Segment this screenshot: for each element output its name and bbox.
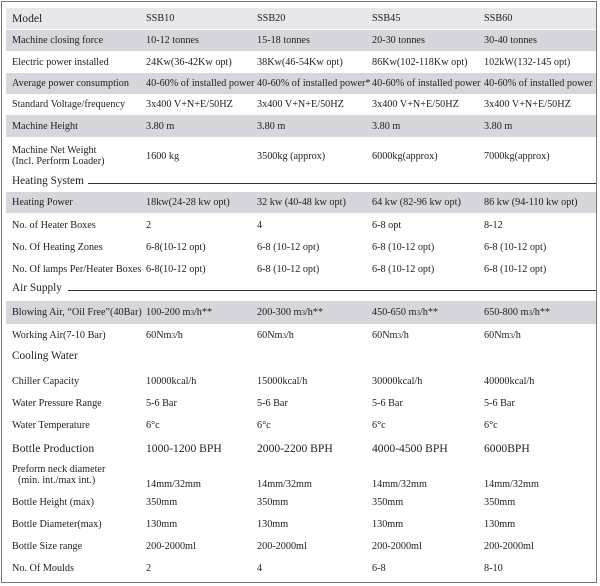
table-row [6,258,596,280]
table-row [6,73,596,94]
cell: 3.80 m [372,120,401,132]
cell: 2 [146,562,152,574]
row-label [12,460,105,490]
cell: 2 [146,219,152,231]
cell: 64 kw (82-96 kw opt) [372,197,461,208]
cell: 3x400 V+N+E/50HZ [257,99,344,110]
cell: 60Nm 3 /h [484,330,521,341]
table-row [6,460,596,490]
cell: 100-200 m 3 /h** [146,307,213,318]
table-row [6,513,596,535]
cell: 3.80 m [146,120,175,132]
row-label: No. Of lamps Per/Heater Boxes [12,263,142,275]
cell: 130mm [146,518,178,530]
cell: 40000kcal/h [484,375,535,387]
cell: 6-8 (10-12 opt) [257,263,320,275]
cell: 350mm [257,496,289,508]
row-label: Machine Height [12,120,78,132]
header-model: Model [12,12,43,25]
cell: 4 [257,219,263,231]
table-row [6,414,596,436]
cell: 40-60% of installed power [372,78,481,89]
row-label: Water Pressure Range [12,397,102,409]
cell: 5-6 Bar [372,397,403,409]
table-row [6,557,596,579]
cell: 15-18 tonnes [257,35,310,46]
cell: 1000-1200 BPH [146,441,222,455]
row-label-line-1: Preform neck diameter [12,464,106,475]
header-col-3: SSB45 [372,13,401,24]
spec-table [1,1,597,583]
cell: 6°c [257,419,271,431]
row-label: Electric power installed [12,57,109,68]
cell: 3x400 V+N+E/50HZ [484,99,571,110]
section-rule [86,183,596,184]
cell: 3x400 V+N+E/50HZ [372,99,459,110]
cell: 3500kg (approx) [257,150,326,162]
table-row [6,115,596,137]
cell: 40-60% of installed power [484,78,593,89]
section-rule [68,290,596,291]
cell: 6°c [372,419,386,431]
table-row [6,214,596,236]
cell: 18kw(24-28 kw opt) [146,197,230,208]
cell: 650-800 m 3 /h** [484,307,551,318]
table-row [6,30,596,51]
row-label: Bottle Size range [12,540,83,552]
cell: 40-60% of installed power* [257,78,371,89]
cell: 5-6 Bar [146,397,177,409]
cell: 10000kcal/h [146,375,197,387]
cell: 14mm/32mm [146,479,201,490]
cell: 14mm/32mm [484,479,539,490]
cell: 7000kg(approx) [484,150,550,162]
row-label: Working Air(7-10 Bar) [12,330,106,341]
row-label-line-2: (min. int./max int.) [18,475,96,486]
cell: 6-8 (10-12 opt) [257,241,320,253]
cell: 2000-2200 BPH [257,441,333,455]
cell: 5-6 Bar [257,397,288,409]
table-row [6,52,596,73]
cell: 6000kg(approx) [372,150,438,162]
row-label: Blowing Air, “Oil Free”(40Bar) [12,307,142,318]
cell: 6000BPH [484,441,530,455]
cell: 130mm [484,518,516,530]
cell: 3.80 m [257,120,286,132]
cell: 1600 kg [146,150,180,162]
row-label: No. Of Moulds [12,562,74,574]
cell: 15000kcal/h [257,375,308,387]
table-row [6,94,596,115]
table-row [6,192,596,213]
cell: 450-650 m 3 /h** [372,307,439,318]
cell: 130mm [372,518,404,530]
cell: 86 kw (94-110 kw opt) [484,197,578,208]
header-col-2: SSB20 [257,13,286,24]
header-col-4: SSB60 [484,13,513,24]
header-row [6,8,596,29]
cell: 32 kw (40-48 kw opt) [257,197,346,208]
table-row [6,491,596,513]
cell: 10-12 tonnes [146,35,199,46]
cell: 102kW(132-145 opt) [484,57,571,68]
row-label-line-2: (Incl. Perform Loader) [12,156,105,167]
cell: 6-8 opt [372,219,402,231]
cell: 3.80 m [484,120,513,132]
row-label: Water Temperature [12,419,90,431]
cell: 4 [257,562,263,574]
cell: 60Nm 3 /h [257,330,294,341]
cell: 200-2000ml [257,540,307,552]
row-label: Bottle Height (max) [12,496,95,508]
table-row [6,392,596,414]
cell: 20-30 tonnes [372,35,425,46]
row-label: Average power consumption [12,78,129,89]
cell: 8-10 [484,562,503,574]
table-row [6,236,596,258]
table-row [6,370,596,392]
cell: 6-8 (10-12 opt) [372,263,435,275]
cell: 6-8 [372,562,386,574]
row-label: Heating Power [12,197,73,208]
cell: 6°c [146,419,160,431]
cell: 6-8 (10-12 opt) [484,241,547,253]
table-row [6,137,596,175]
cell: 6-8 (10-12 opt) [484,263,547,275]
cell: 60Nm 3 /h [146,330,183,341]
cell: 30-40 tonnes [484,35,537,46]
cell: 5-6 Bar [484,397,515,409]
row-label: Machine closing force [12,35,104,46]
section-title: Heating System [12,175,88,187]
row-label [12,137,105,175]
cell: 60Nm 3 /h [372,330,409,341]
cell: 6-8(10-12 opt) [146,241,206,253]
cell: 200-300 m 3 /h** [257,307,324,318]
cell: 30000kcal/h [372,375,423,387]
cell: 38Kw(46-54Kw opt) [257,57,343,68]
section-title: Cooling Water [12,350,82,362]
cell: 14mm/32mm [372,479,427,490]
row-label: No. of Heater Boxes [12,219,96,231]
cell: 200-2000ml [372,540,422,552]
table-row [6,324,596,347]
cell: 130mm [257,518,289,530]
table-row [6,301,596,324]
cell: 350mm [484,496,516,508]
section-cooling [6,350,596,368]
cell: 86Kw(102-118Kw opt) [372,57,468,68]
row-label: Standard Voltage/frequency [12,99,126,110]
row-label-line-1: Machine Net Weight [12,145,97,156]
cell: 14mm/32mm [257,479,312,490]
cell: 350mm [146,496,178,508]
table-row [6,437,596,459]
cell: 4000-4500 BPH [372,441,448,455]
cell: 8-12 [484,219,503,231]
cell: 24Kw(36-42Kw opt) [146,57,232,68]
cell: 6°c [484,419,498,431]
cell: 6-8 (10-12 opt) [372,241,435,253]
row-label: Bottle Diameter(max) [12,518,102,530]
row-label: Bottle Production [12,441,95,455]
table-row [6,535,596,557]
cell: 3x400 V+N+E/50HZ [146,99,233,110]
section-air [6,282,596,298]
cell: 200-2000ml [146,540,196,552]
row-label: No. Of Heating Zones [12,241,103,253]
section-title: Air Supply [12,282,66,294]
cell: 6-8(10-12 opt) [146,263,206,275]
header-col-1: SSB10 [146,13,175,24]
cell: 40-60% of installed power [146,78,255,89]
section-heating [6,175,596,191]
cell: 350mm [372,496,404,508]
cell: 200-2000ml [484,540,534,552]
row-label: Chiller Capacity [12,375,80,387]
